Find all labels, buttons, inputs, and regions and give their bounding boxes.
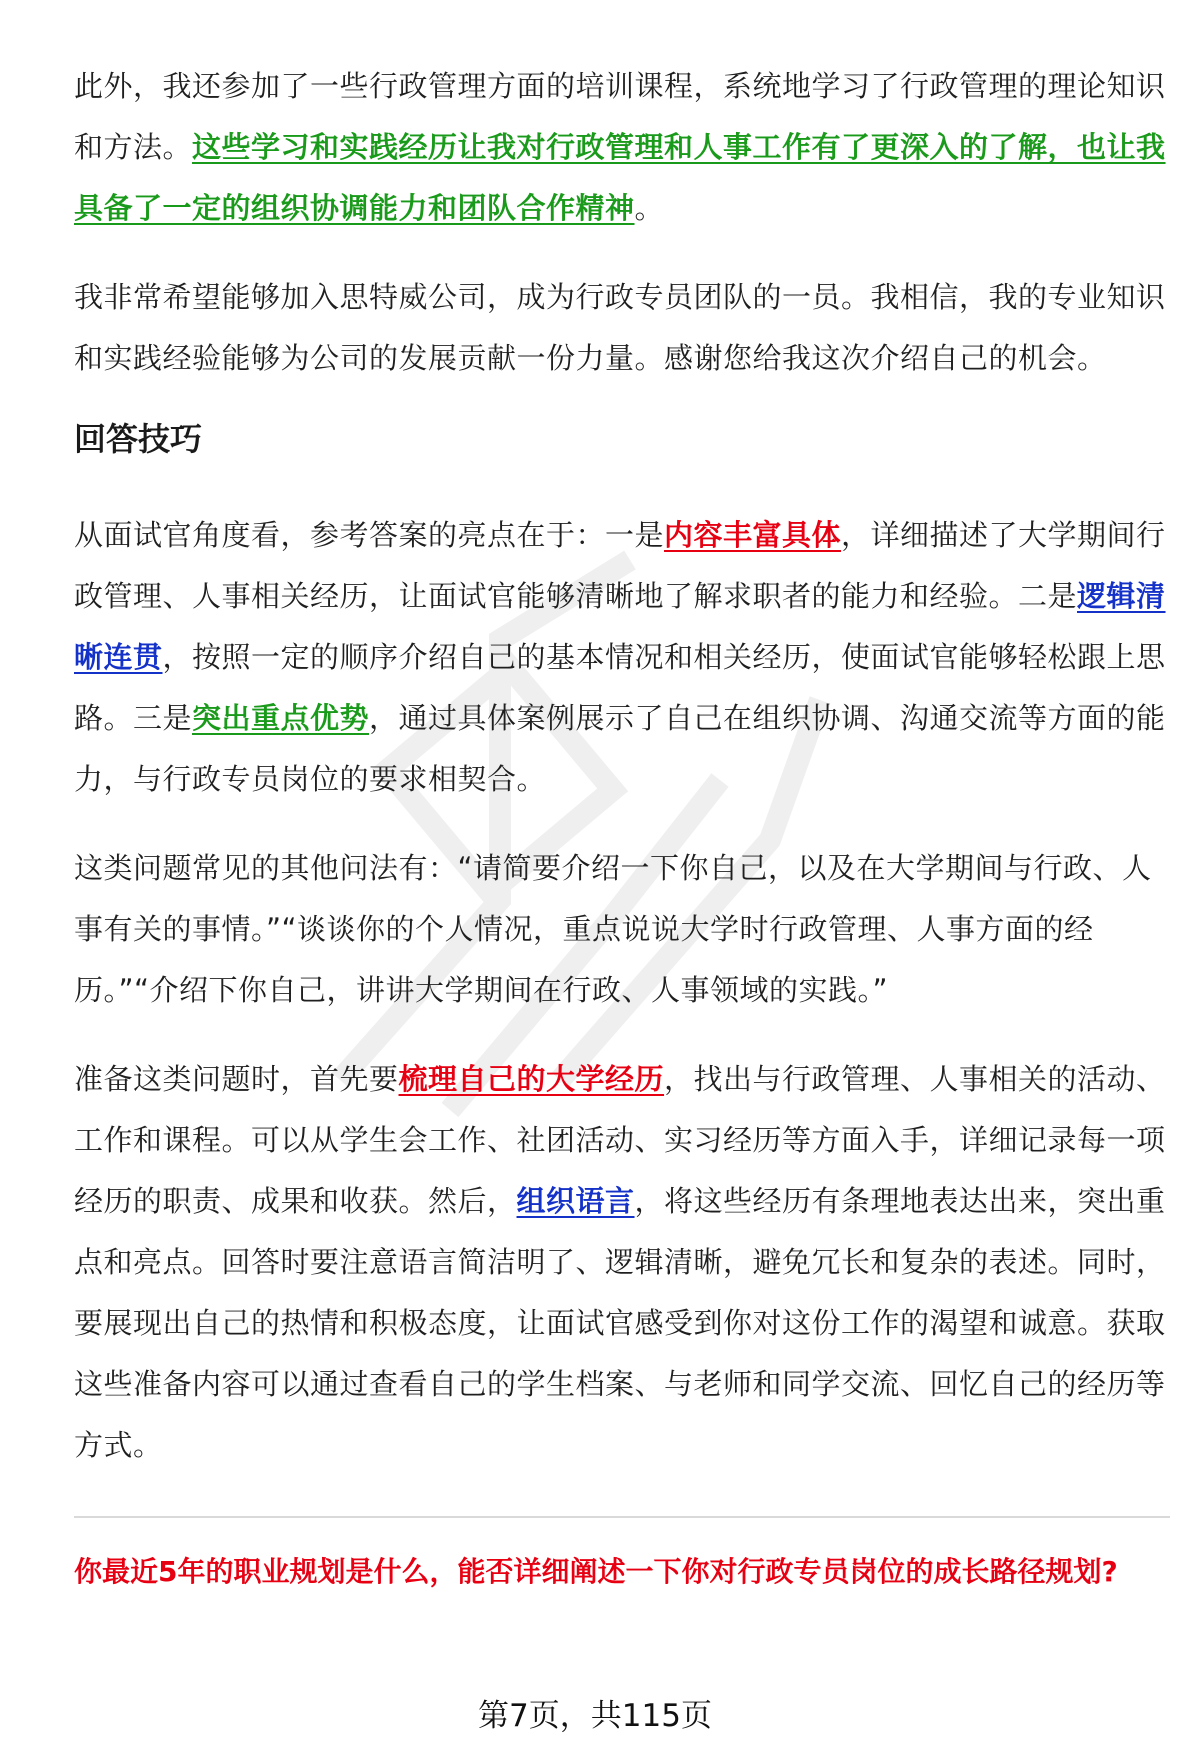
page-footer: 第7页，共115页 [478, 1698, 712, 1734]
highlight-blue: 逻辑清晰连贯 [74, 579, 1166, 674]
paragraph-text: 从面试官角度看，参考答案的亮点在于：一是 [74, 518, 665, 552]
paragraph-text: ，详细描述了大学期间行政管理、人事相关经历，让面试官能够清晰地了解求职者的能力和经验。二是 [74, 518, 1166, 613]
document-page [74, 56, 1170, 1592]
paragraph-closing: 我非常希望能够加入思特威公司，成为行政专员团队的一员。我相信，我的专业知识和实践经验能够为公司的发展贡献一份力量。感谢您给我这次介绍自己的机会。 [74, 280, 1166, 375]
divider [74, 1516, 1170, 1518]
next-question: 你最近5年的职业规划是什么，能否详细阐述一下你对行政专员岗位的成长路径规划? [74, 1555, 1118, 1588]
paragraph-text: 此外，我还参加了一些行政管理方面的培训课程，系统地学习了行政管理的理论知识和方法。 [74, 69, 1166, 164]
paragraph-text: ，将这些经历有条理地表达出来，突出重点和亮点。回答时要注意语言简洁明了、逻辑清晰，避免冗长和复杂的表述。同时，要展现出自己的热情和积极态度，让面试官感受到你对这份工作的渴望和诚意。获取这些准备内容可以通过查看自己的学生档案、与老师和同学交流、回忆自己的经历等方式。 [74, 1184, 1166, 1462]
paragraph-text: ，通过具体案例展示了自己在组织协调、沟通交流等方面的能力，与行政专员岗位的要求相契合。 [74, 701, 1166, 796]
paragraph-text: 准备这类问题时，首先要 [74, 1062, 399, 1096]
highlight-blue: 组织语言 [516, 1184, 635, 1218]
highlight-red: 内容丰富具体 [664, 518, 842, 552]
paragraph-training [74, 56, 1170, 239]
paragraph-highlights [74, 505, 1170, 810]
paragraph-text: ，按照一定的顺序介绍自己的基本情况和相关经历，使面试官能够轻松跟上思路。三是 [74, 640, 1166, 735]
paragraph-text: ，找出与行政管理、人事相关的活动、工作和课程。可以从学生会工作、社团活动、实习经历等方面入手，详细记录每一项经历的职责、成果和收获。然后， [74, 1062, 1166, 1218]
highlight-red: 梳理自己的大学经历 [398, 1062, 665, 1096]
paragraph-variants: 这类问题常见的其他问法有：“请简要介绍一下你自己，以及在大学期间与行政、人事有关的事情。”“谈谈你的个人情况，重点说说大学时行政管理、人事方面的经历。”“介绍下你自己，讲讲大学期间在行政、人事领域的实践。” [74, 851, 1152, 1007]
paragraph-preparation [74, 1049, 1170, 1476]
highlight-green: 这些学习和实践经历让我对行政管理和人事工作有了更深入的了解，也让我具备了一定的组织协调能力和团队合作精神 [74, 130, 1166, 225]
section-heading: 回答技巧 [74, 420, 203, 458]
highlight-green: 突出重点优势 [192, 701, 370, 735]
paragraph-text: 。 [634, 191, 665, 225]
